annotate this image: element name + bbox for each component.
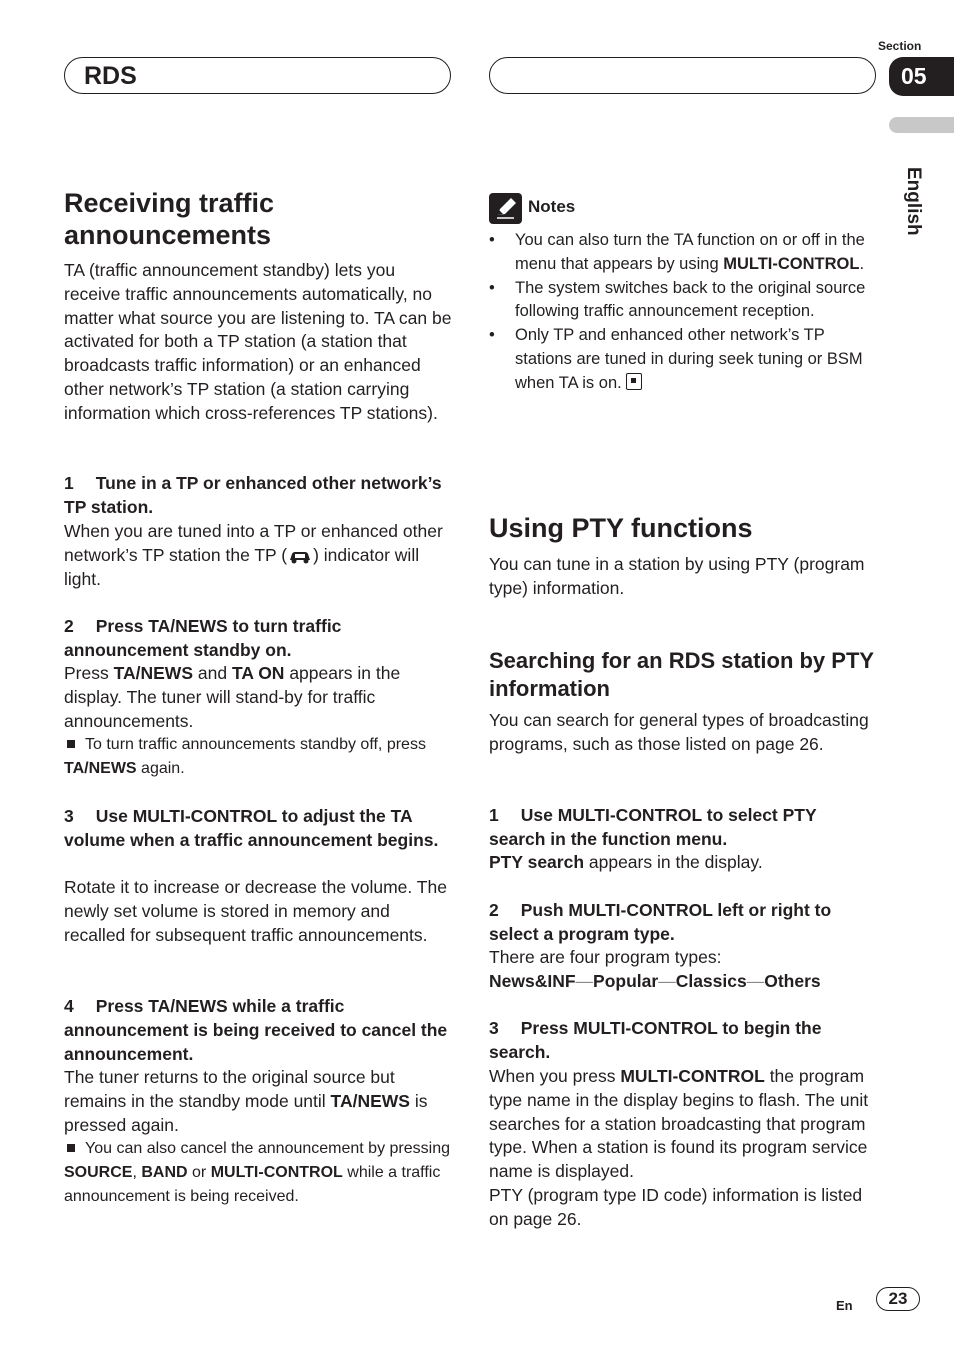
key-ta-news: TA/NEWS bbox=[64, 759, 137, 777]
step-number: 3 bbox=[64, 806, 74, 826]
step-3-title bbox=[64, 805, 449, 853]
text: . bbox=[859, 254, 865, 273]
language-code: En bbox=[836, 1298, 853, 1313]
text: appears in the display. bbox=[584, 852, 763, 872]
searching-intro: You can search for general types of broadcasting programs, such as those listed on page 26. bbox=[489, 710, 869, 754]
text: PTY (program type ID code) information is listed on page 26. bbox=[489, 1184, 863, 1229]
key-multi-control: MULTI-CONTROL bbox=[723, 254, 860, 273]
step-text: Push MULTI-CONTROL left or right to select a program type. bbox=[489, 900, 832, 944]
pty-step-1-body bbox=[489, 851, 875, 875]
step-number: 4 bbox=[64, 996, 74, 1016]
pty-step-1-title bbox=[489, 804, 819, 852]
square-bullet-icon bbox=[67, 740, 75, 748]
text: while a traffic announcement is being received. bbox=[64, 1163, 441, 1205]
notes-pencil-icon bbox=[489, 193, 522, 224]
language-tab bbox=[889, 117, 954, 133]
section-number: 05 bbox=[901, 63, 927, 89]
pty-step-3-title bbox=[489, 1017, 869, 1065]
separator: — bbox=[575, 971, 594, 991]
step-4-body bbox=[64, 1066, 452, 1137]
step-text: Press MULTI-CONTROL to begin the search. bbox=[489, 1018, 822, 1062]
program-types bbox=[489, 970, 875, 994]
chapter-title: RDS bbox=[84, 62, 137, 90]
pty-step-2-title bbox=[489, 899, 875, 947]
step-number: 3 bbox=[489, 1018, 499, 1038]
page-number: 23 bbox=[876, 1287, 920, 1311]
intro-paragraph: TA (traffic announcement standby) lets you receive traffic announcements automatically, no matter what source you are listening to. TA can be activated for both a TP station (a station that broadcasts traffic information) or an enhanced other network’s TP station (a station carrying information which cross-references TP stations). bbox=[64, 260, 452, 423]
text: When you press bbox=[489, 1066, 621, 1086]
step-2-note bbox=[64, 733, 449, 781]
step-text: Use MULTI-CONTROL to adjust the TA volume when a traffic announcement begins. bbox=[64, 806, 439, 850]
square-bullet-icon bbox=[67, 1144, 75, 1152]
step-text: Tune in a TP or enhanced other network’s TP station. bbox=[64, 473, 442, 517]
program-type: Classics bbox=[675, 971, 747, 991]
header-right-frame bbox=[489, 57, 876, 94]
list-item bbox=[489, 324, 875, 395]
text: the program type name in the display begins to flash. The unit searches for a station broadcasting that program type. When a station is found its program service name is displayed. bbox=[489, 1066, 869, 1182]
program-type: News&INF bbox=[489, 971, 576, 991]
notes-title: Notes bbox=[528, 197, 576, 216]
step-text: Press TA/NEWS to turn traffic announcement standby on. bbox=[64, 616, 342, 660]
tp-indicator-icon bbox=[287, 548, 313, 564]
text: , bbox=[132, 1163, 142, 1181]
list-item bbox=[489, 277, 875, 325]
text: The tuner returns to the original source but remains in the standby mode until bbox=[64, 1067, 395, 1111]
list-item bbox=[489, 229, 875, 277]
text: You can also cancel the announcement by pressing bbox=[85, 1140, 450, 1157]
text: is pressed again. bbox=[64, 1090, 428, 1135]
step-1-body bbox=[64, 520, 449, 591]
heading-receiving-traffic: Receiving traffic announcements bbox=[64, 188, 275, 250]
text: You can also turn the TA function on or off in the menu that appears by using bbox=[515, 231, 865, 273]
text: Press bbox=[64, 663, 114, 683]
step-number: 1 bbox=[489, 805, 499, 825]
separator: — bbox=[658, 971, 676, 991]
language-label: English bbox=[903, 167, 924, 236]
pencil-icon bbox=[489, 193, 522, 224]
pty-step-3-body bbox=[489, 1065, 877, 1232]
heading-using-pty: Using PTY functions bbox=[489, 513, 753, 543]
step-text: Press TA/NEWS while a traffic announcement is being received to cancel the announcement. bbox=[64, 996, 448, 1064]
step-3-body: Rotate it to increase or decrease the volume. The newly set volume is stored in memory and recalled for subsequent traffic announcements. bbox=[64, 877, 447, 945]
text: and bbox=[193, 663, 232, 683]
program-type: Popular bbox=[593, 971, 659, 991]
step-1-body-text: When you are tuned into a TP or enhanced other network’s TP station the TP ( bbox=[64, 521, 443, 565]
key-multi-control: MULTI-CONTROL bbox=[210, 1163, 343, 1181]
key-ta-news: TA/NEWS bbox=[113, 663, 194, 683]
program-type: Others bbox=[764, 971, 821, 991]
key-ta-news: TA/NEWS bbox=[330, 1090, 410, 1111]
key-source: SOURCE bbox=[64, 1163, 133, 1181]
pty-step-2-body: There are four program types: bbox=[489, 947, 722, 967]
step-text: Use MULTI-CONTROL to select PTY search in the function menu. bbox=[489, 805, 817, 849]
step-number: 2 bbox=[64, 616, 74, 636]
step-number: 1 bbox=[64, 473, 74, 493]
text: To turn traffic announcements standby off, press bbox=[85, 736, 426, 753]
text: Only TP and enhanced other network’s TP stations are tuned in during seek tuning or BSM when TA is on. bbox=[515, 326, 863, 392]
section-number-badge bbox=[889, 57, 954, 96]
step-4-note bbox=[64, 1137, 452, 1208]
step-number: 2 bbox=[489, 900, 499, 920]
text: or bbox=[187, 1163, 211, 1181]
key-ta-on: TA ON bbox=[231, 663, 285, 683]
step-2-title bbox=[64, 615, 444, 663]
notes-list bbox=[489, 229, 875, 396]
key-band: BAND bbox=[141, 1163, 188, 1181]
pty-intro: You can tune in a station by using PTY (program type) information. bbox=[489, 554, 865, 598]
step-1-title bbox=[64, 472, 444, 520]
step-1-body-text-end: ) indicator will light. bbox=[64, 544, 420, 589]
key-pty-search: PTY search bbox=[489, 852, 585, 872]
text: again. bbox=[136, 759, 185, 777]
end-of-section-icon bbox=[626, 373, 642, 390]
key-multi-control: MULTI-CONTROL bbox=[620, 1066, 765, 1086]
subheading-searching-pty: Searching for an RDS station by PTY information bbox=[489, 648, 874, 701]
section-label: Section bbox=[878, 39, 922, 53]
separator: — bbox=[746, 971, 765, 991]
step-2-body bbox=[64, 662, 449, 733]
text: The system switches back to the original source following traffic announcement reception. bbox=[515, 278, 866, 321]
step-4-title bbox=[64, 995, 452, 1066]
text: appears in the display. The tuner will stand-by for traffic announcements. bbox=[64, 663, 401, 731]
